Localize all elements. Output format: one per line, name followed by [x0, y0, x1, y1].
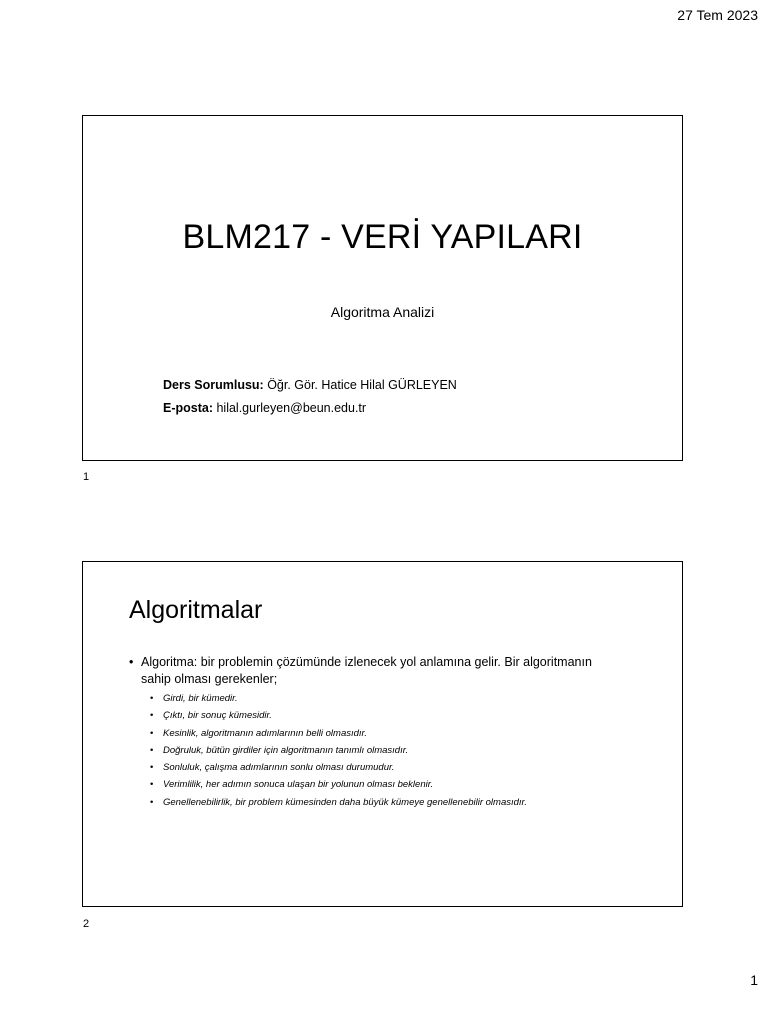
list-item-text: Çıktı, bir sonuç kümesidir. — [163, 710, 272, 722]
list-item — [129, 794, 599, 811]
bullet-marker: • — [150, 779, 154, 791]
bullet-marker: • — [150, 762, 154, 774]
email-address: hilal.gurleyen@beun.edu.tr — [213, 401, 367, 415]
page-number: 1 — [750, 972, 758, 988]
bullet-marker: • — [150, 796, 154, 808]
main-bullet-text: Algoritma: bir problemin çözümünde izlenecek yol anlamına gelir. Bir algoritmanın sahip olması gerekenler; — [141, 655, 592, 686]
bullet-marker: • — [150, 727, 154, 739]
instructor-line — [163, 374, 457, 397]
instructor-name: Öğr. Gör. Hatice Hilal GÜRLEYEN — [263, 378, 457, 392]
list-item-text: Doğruluk, bütün girdiler için algoritmanın tanımlı olmasıdır. — [163, 744, 409, 756]
list-item — [129, 690, 599, 707]
bullet-marker: • — [150, 693, 154, 704]
list-item — [129, 776, 599, 793]
slide-2 — [82, 561, 683, 907]
list-item-text: Verimlilik, her adımın sonuca ulaşan bir yolunun olması beklenir. — [163, 779, 434, 791]
list-item-text: Genellenebilirlik, bir problem kümesinden daha büyük kümeye genellenebilir olmasıdır. — [163, 796, 528, 808]
main-bullet — [129, 654, 599, 688]
email-line — [163, 397, 457, 420]
list-item — [129, 742, 599, 759]
slide-1-contact-info — [163, 374, 457, 420]
list-item-text: Kesinlik, algoritmanın adımlarının belli olmasıdır. — [163, 727, 367, 739]
bullet-marker: • — [150, 744, 154, 756]
slide-1-number: 1 — [83, 471, 90, 483]
bullet-marker: • — [150, 710, 154, 722]
list-item-text: Girdi, bir kümedir. — [163, 693, 238, 704]
bullet-marker: • — [129, 655, 134, 669]
slide-1-subtitle: Algoritma Analizi — [330, 304, 435, 320]
list-item — [129, 759, 599, 776]
slide-1-title: BLM217 - VERİ YAPILARI — [182, 218, 583, 256]
slide-2-title: Algoritmalar — [129, 596, 263, 624]
slide-2-number: 2 — [83, 918, 90, 930]
page-date: 27 Tem 2023 — [677, 7, 758, 23]
list-item-text: Sonluluk, çalışma adımlarının sonlu olması durumudur. — [163, 762, 395, 774]
sub-bullet-list — [129, 690, 599, 811]
instructor-label: Ders Sorumlusu: — [163, 378, 264, 392]
slide-1 — [82, 115, 683, 461]
email-label: E-posta: — [163, 401, 213, 415]
list-item — [129, 725, 599, 742]
slide-2-body — [129, 654, 599, 811]
list-item — [129, 707, 599, 724]
